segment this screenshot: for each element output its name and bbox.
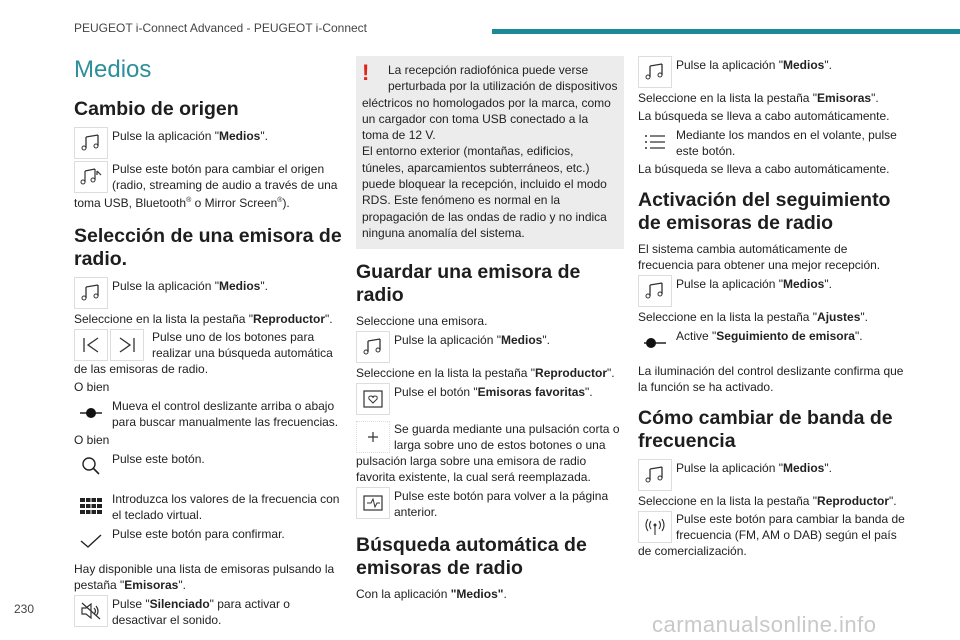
column-3 (638, 56, 906, 561)
paragraph: O bien (74, 433, 110, 447)
music-note-icon (638, 56, 672, 88)
column-2 (356, 56, 624, 604)
add-preset-icon (356, 421, 390, 453)
step-row: Pulse este botón para volver a la página anterior. (356, 487, 624, 520)
warning-box (356, 56, 624, 249)
paragraph: O bien (74, 380, 110, 394)
step-seek: Pulse uno de los botones para realizar una búsqueda automática de las emisoras de radio. (74, 330, 333, 376)
heading-seleccion-emisora: Selección de una emisora de radio. (74, 225, 342, 270)
checkmark-icon (74, 525, 108, 557)
step-row: Pulse la aplicación "Medios". (74, 277, 342, 309)
heading-busqueda-automatica: Búsqueda automática de emisoras de radio (356, 534, 587, 580)
radio-antenna-icon (638, 511, 672, 543)
music-note-icon (74, 127, 108, 159)
step-row: Pulse la aplicación "Medios". (356, 331, 624, 363)
music-note-icon (356, 331, 390, 363)
step-row: Pulse este botón para confirmar. (74, 525, 342, 557)
running-header: PEUGEOT i-Connect Advanced - PEUGEOT i-Connect (74, 21, 368, 35)
back-icon (356, 487, 390, 519)
paragraph: Seleccione en la lista la pestaña "Ajustes". (638, 310, 868, 324)
seek-back-icon (74, 329, 108, 361)
search-icon (74, 450, 108, 482)
step-row: Pulse la aplicación "Medios". (638, 56, 906, 88)
paragraph: Seleccione en la lista la pestaña "Reproductor". (356, 366, 615, 381)
step-row (74, 127, 342, 159)
paragraph: Seleccione una emisora. (356, 314, 488, 329)
heading-seguimiento-emisoras: Activación del seguimiento de emisoras de radio (638, 189, 891, 234)
page-number: 230 (14, 602, 35, 616)
seek-forward-icon (110, 329, 144, 361)
music-note-icon (638, 459, 672, 491)
column-1 (74, 56, 342, 630)
step-row: Mueva el control deslizante arriba o abajo para buscar manualmente las frecuencias. (74, 397, 342, 430)
heading-cambio-origen: Cambio de origen (74, 98, 239, 120)
keypad-icon (74, 490, 108, 522)
step-save: Se guarda mediante una pulsación corta o larga sobre uno de estos botones o una pulsación larga sobre una emisora de radio favorita existente, la cual será reemplazada. (356, 422, 620, 485)
mute-icon (74, 595, 108, 627)
list-icon (638, 126, 672, 158)
paragraph: La iluminación del control deslizante confirma que la función se ha activado. (638, 364, 904, 394)
music-note-icon (74, 277, 108, 309)
heading-cambiar-banda: Cómo cambiar de banda de frecuencia (638, 407, 893, 452)
step-row: Mediante los mandos en el volante, pulse este botón. (638, 126, 906, 159)
source-switch-icon (74, 161, 108, 193)
paragraph: Hay disponible una lista de emisoras pulsando la pestaña "Emisoras". (74, 562, 335, 592)
paragraph: Seleccione en la lista la pestaña "Reproductor". (74, 312, 333, 326)
paragraph: La búsqueda se lleva a cabo automáticamente. (638, 109, 890, 123)
paragraph: La búsqueda se lleva a cabo automáticamente. (638, 162, 890, 176)
step-change-source: Pulse este botón para cambiar el origen (radio, streaming de audio a través de una toma USB, Bluetooth® o Mirror Screen®). (74, 162, 338, 210)
header-accent-bar (492, 29, 960, 34)
page-title: Medios (74, 56, 152, 83)
step-row: Introduzca los valores de la frecuencia con el teclado virtual. (74, 490, 342, 523)
paragraph: Seleccione en la lista la pestaña "Reproductor". (638, 494, 897, 508)
step-band: Pulse este botón para cambiar la banda de frecuencia (FM, AM o DAB) según el país de comercialización. (638, 512, 905, 558)
paragraph: El sistema cambia automáticamente de frecuencia para obtener una mejor recepción. (638, 242, 881, 272)
step-row: Pulse el botón "Emisoras favoritas". (356, 383, 624, 415)
step-text: Pulse la aplicación "Medios". (112, 129, 268, 143)
warning-icon: ! (362, 60, 370, 85)
paragraph: Seleccione en la lista la pestaña "Emisoras". (638, 91, 879, 105)
step-row: Pulse "Silenciado" para activar o desactivar el sonido. (74, 595, 342, 628)
favorite-heart-icon (356, 383, 390, 415)
toggle-icon (638, 327, 672, 359)
step-row: Pulse este botón. (74, 450, 342, 482)
slider-icon (74, 397, 108, 429)
step-row: Pulse la aplicación "Medios". (638, 459, 906, 491)
heading-guardar-emisora: Guardar una emisora de radio (356, 261, 581, 307)
seek-buttons (74, 329, 148, 361)
paragraph: Con la aplicación "Medios". (356, 587, 507, 602)
step-row: Active "Seguimiento de emisora". (638, 327, 906, 359)
music-note-icon (638, 275, 672, 307)
warning-text: La recepción radiofónica puede verse perturbada por la utilización de dispositivos eléctricos no homologados por la marca, como un cargador con toma USB conectado a la toma de 12 V. El entorno exterior (montañas, edificios, túneles, aparcamientos subterráneos, etc.) puede bloquear la recepción, incluido el modo RDS. Este fenómeno es normal en la propagación de las ondas de radio y no indica ninguna anomalía del sistema. (362, 63, 618, 240)
watermark: carmanualsonline.info (652, 612, 877, 637)
step-row: Pulse la aplicación "Medios". (638, 275, 906, 307)
